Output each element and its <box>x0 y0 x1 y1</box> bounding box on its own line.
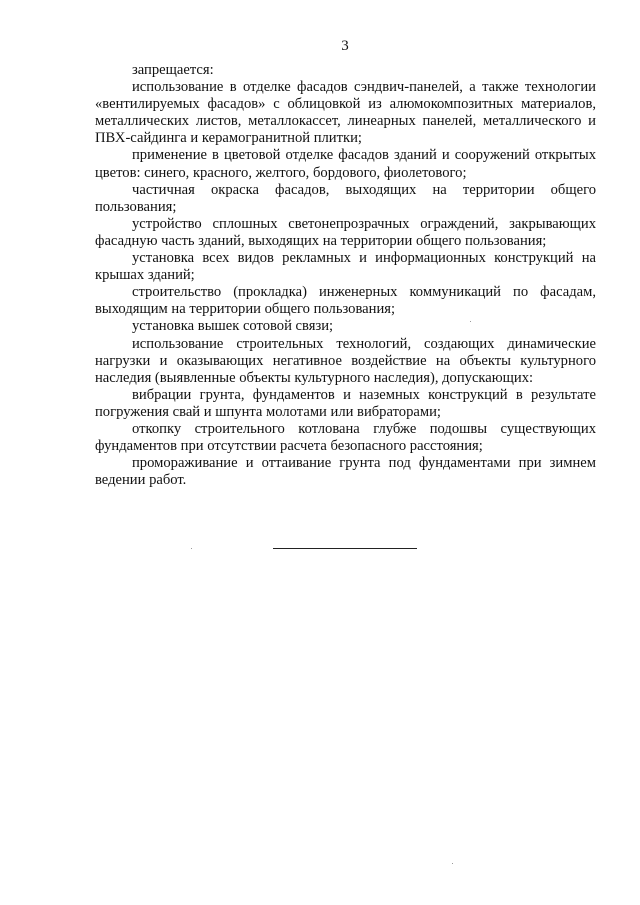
paragraph-roof-advertising: установка всех видов рекламных и информационных конструкций на крышах зданий; <box>95 250 596 284</box>
paragraph-engineering-networks: строительство (прокладка) инженерных коммуникаций по фасадам, выходящим на территории общего пользования; <box>95 284 596 318</box>
paragraph-cell-towers: установка вышек сотовой связи; <box>132 318 334 335</box>
paragraph-open-colors: применение в цветовой отделке фасадов зданий и сооружений открытых цветов: синего, красного, желтого, бордового, фиолетового; <box>95 147 596 181</box>
paragraph-solid-fences: устройство сплошных светонепрозрачных ограждений, закрывающих фасадную часть зданий, выходящих на территории общего пользования; <box>95 215 596 249</box>
paragraph-freezing-thawing: промораживание и оттаивание грунта под фундаментами при зимнем ведении работ. <box>95 455 596 489</box>
paragraph-sandwich-panels: использование в отделке фасадов сэндвич-панелей, а также технологии «вентилируемых фасадов» с облицовкой из алюмокомпозитных материалов, металлических листов, металлокассет, линеарных панелей, металлического и ПВХ-сайдинга и керамогранитной плитки; <box>95 79 596 147</box>
scan-speck <box>452 863 453 864</box>
paragraph-prohibited-intro: запрещается: <box>132 62 214 78</box>
scan-speck <box>191 548 192 549</box>
end-separator-line <box>273 548 417 549</box>
scan-speck <box>470 321 471 322</box>
paragraph-partial-painting: частичная окраска фасадов, выходящих на территории общего пользования; <box>95 181 596 215</box>
paragraph-excavation: откопку строительного котлована глубже подошвы существующих фундаментов при отсутствии расчета безопасного расстояния; <box>95 420 596 455</box>
document-body <box>95 62 596 489</box>
page-number: 3 <box>341 38 349 54</box>
paragraph-construction-technologies: использование строительных технологий, создающих динамические нагрузки и оказывающих негативное воздействие на объекты культурного наследия (выявленные объекты культурного наследия), допускающих: <box>95 335 596 386</box>
paragraph-vibrations: вибрации грунта, фундаментов и наземных конструкций в результате погружения свай и шпунта молотами или вибраторами; <box>95 386 596 420</box>
